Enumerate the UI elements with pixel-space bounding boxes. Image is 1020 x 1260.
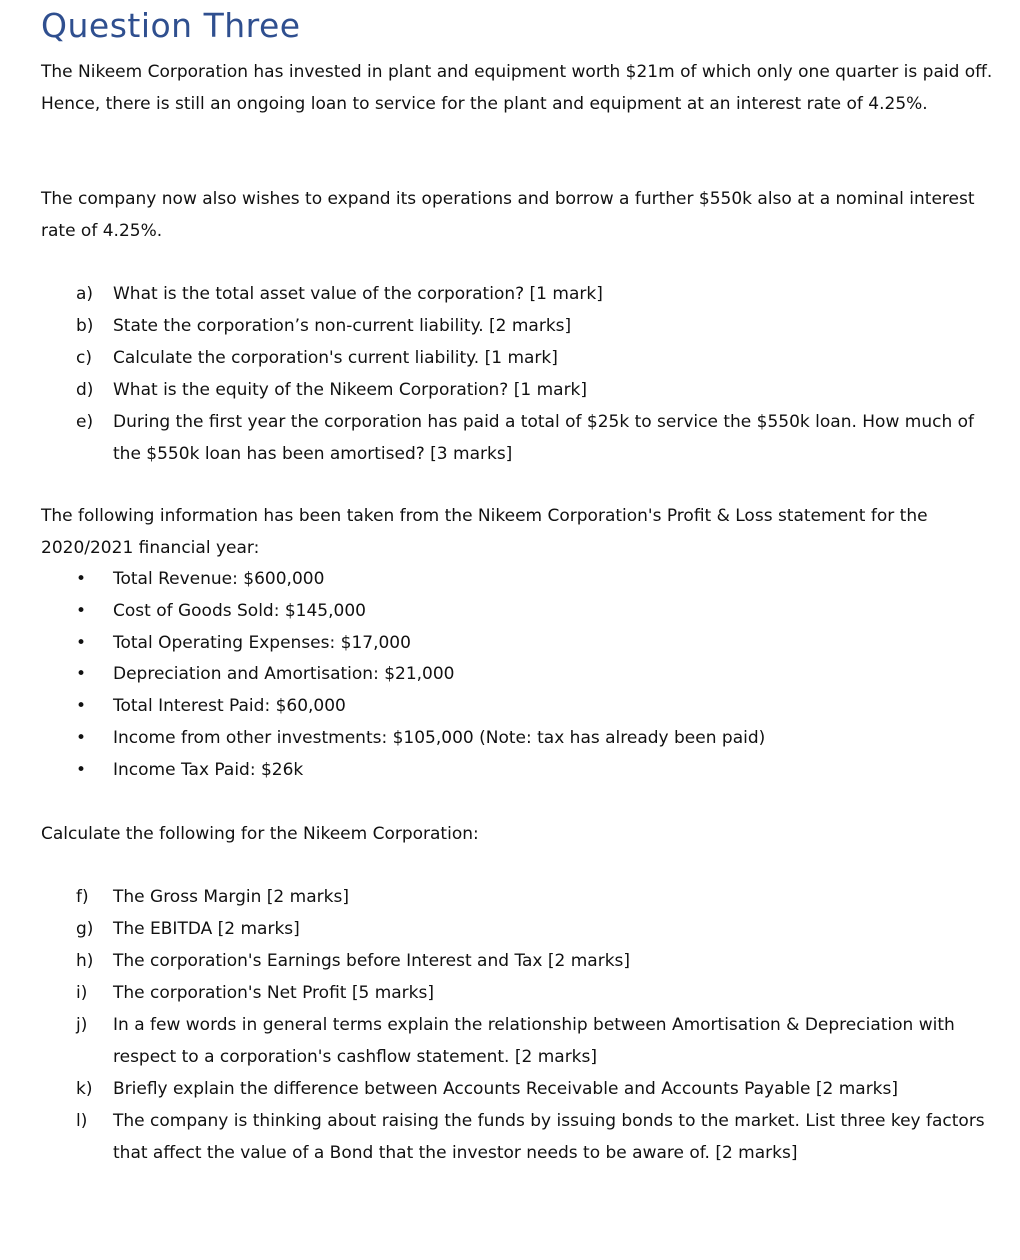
list-item xyxy=(76,1009,1001,1073)
list-item xyxy=(76,945,1001,977)
item-text: During the first year the corporation has paid a total of $25k to service the $550k loan. How much of the $550k loan has been amortised? [3 marks] xyxy=(113,412,975,464)
item-label: d) xyxy=(76,380,94,400)
item-text: State the corporation’s non-current liability. [2 marks] xyxy=(113,316,572,336)
bullet-icon: • xyxy=(76,569,87,589)
pl-bullet-list xyxy=(76,564,976,787)
list-item xyxy=(76,691,976,723)
item-label: l) xyxy=(76,1111,88,1131)
item-label: h) xyxy=(76,951,94,971)
item-label: c) xyxy=(76,348,92,368)
list-item xyxy=(76,723,976,755)
list-item xyxy=(76,659,976,691)
item-text: The company is thinking about raising the funds by issuing bonds to the market. List three key factors that affect the value of a Bond that the investor needs to be aware of. [2 marks] xyxy=(113,1111,985,1163)
item-text: Calculate the corporation's current liability. [1 mark] xyxy=(113,348,558,368)
item-text: Total Operating Expenses: $17,000 xyxy=(113,632,411,653)
bullet-icon: • xyxy=(76,696,87,717)
list-item xyxy=(76,913,1001,945)
item-text: The EBITDA [2 marks] xyxy=(113,919,300,939)
list-item xyxy=(76,564,976,596)
item-text: Cost of Goods Sold: $145,000 xyxy=(113,600,366,621)
list-item xyxy=(76,755,976,787)
list-item xyxy=(76,596,976,628)
list-item xyxy=(76,278,1001,310)
bullet-icon: • xyxy=(76,632,87,653)
list-item xyxy=(76,977,1001,1009)
item-text: Income Tax Paid: $26k xyxy=(113,759,304,780)
item-text: Briefly explain the difference between Accounts Receivable and Accounts Payable [2 marks] xyxy=(113,1079,899,1099)
item-label: g) xyxy=(76,919,94,939)
item-label: k) xyxy=(76,1079,93,1099)
item-text: Depreciation and Amortisation: $21,000 xyxy=(113,664,455,685)
expansion-paragraph: The company now also wishes to expand its operations and borrow a further $550k also at a nominal interest rate of 4.25%. xyxy=(41,189,975,241)
bullet-icon: • xyxy=(76,727,87,748)
list-item xyxy=(76,628,976,660)
item-label: e) xyxy=(76,412,94,432)
item-label: f) xyxy=(76,887,89,907)
item-text: What is the total asset value of the corporation? [1 mark] xyxy=(113,284,603,304)
list-item xyxy=(76,374,1001,406)
page-title: Question Three xyxy=(41,6,301,45)
item-text: In a few words in general terms explain the relationship between Amortisation & Depreciation with respect to a corporation's cashflow statement. [2 marks] xyxy=(113,1015,955,1067)
list-item xyxy=(76,342,1001,374)
calculate-paragraph: Calculate the following for the Nikeem Corporation: xyxy=(41,824,479,844)
list-item xyxy=(76,1073,1001,1105)
item-text: Total Revenue: $600,000 xyxy=(113,569,325,589)
bullet-icon: • xyxy=(76,759,87,780)
question-list-f-l xyxy=(76,881,1001,1169)
intro-paragraph: The Nikeem Corporation has invested in plant and equipment worth $21m of which only one quarter is paid off. Hence, there is still an ongoing loan to service for the plant and equipment at an interest rate of 4.25%. xyxy=(41,62,993,114)
item-label: a) xyxy=(76,284,94,304)
item-text: Income from other investments: $105,000 (Note: tax has already been paid) xyxy=(113,727,766,748)
bullet-icon: • xyxy=(76,664,87,685)
list-item xyxy=(76,881,1001,913)
item-text: The Gross Margin [2 marks] xyxy=(113,887,349,907)
item-label: i) xyxy=(76,983,88,1003)
item-text: What is the equity of the Nikeem Corporation? [1 mark] xyxy=(113,380,588,400)
item-label: j) xyxy=(76,1015,88,1035)
question-list-a-e xyxy=(76,278,1001,470)
list-item xyxy=(76,406,1001,470)
item-text: The corporation's Earnings before Interest and Tax [2 marks] xyxy=(113,951,631,971)
item-text: The corporation's Net Profit [5 marks] xyxy=(113,983,434,1003)
bullet-icon: • xyxy=(76,600,87,621)
list-item xyxy=(76,310,1001,342)
item-label: b) xyxy=(76,316,94,336)
item-text: Total Interest Paid: $60,000 xyxy=(113,696,346,717)
pl-intro-paragraph: The following information has been taken from the Nikeem Corporation's Profit & Loss statement for the 2020/2021 financial year: xyxy=(41,506,928,558)
list-item xyxy=(76,1105,1001,1169)
